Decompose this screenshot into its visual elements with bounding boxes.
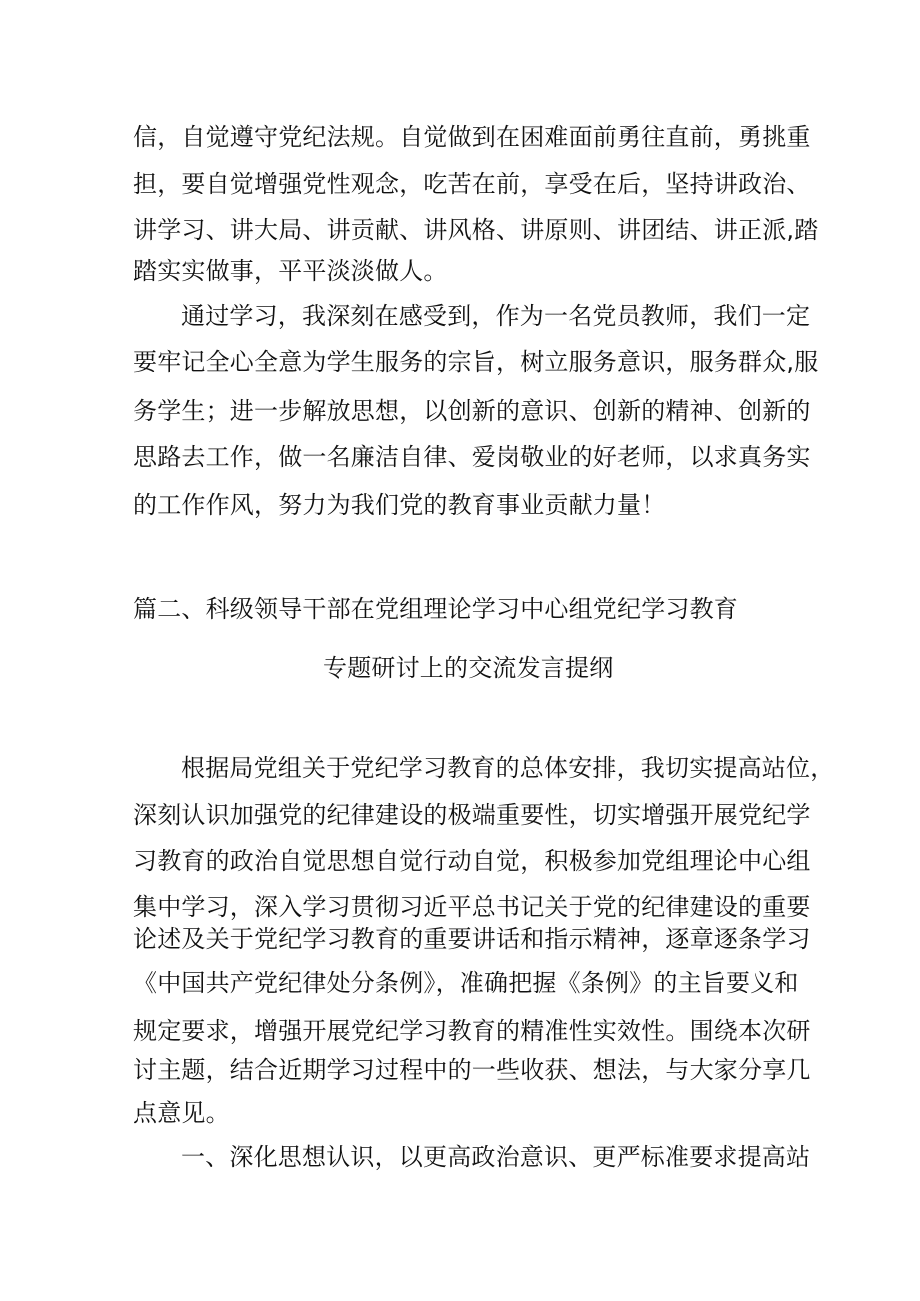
paragraph-line: 集中学习，深入学习贯彻习近平总书记关于党的纪律建设的重要	[133, 893, 811, 921]
section-title-line-2: 专题研讨上的交流发言提纲	[323, 654, 614, 682]
paragraph-line: 信，自觉遵守党纪法规。自觉做到在困难面前勇往直前，勇挑重	[133, 123, 811, 151]
paragraph-line: 《中国共产党纪律处分条例》，准确把握《条例》的主旨要义和	[133, 969, 799, 997]
paragraph-line: 务学生；进一步解放思想，以创新的意识、创新的精神、创新的	[133, 397, 811, 425]
paragraph-line: 踏实实做事，平平淡淡做人。	[133, 257, 448, 285]
paragraph-line: 点意见。	[133, 1099, 230, 1127]
paragraph-line: 要牢记全心全意为学生服务的宗旨，树立服务意识，服务群众,服	[133, 348, 819, 376]
paragraph-line: 讨主题，结合近期学习过程中的一些收获、想法，与大家分享几	[133, 1056, 811, 1084]
paragraph-line: 规定要求，增强开展党纪学习教育的精准性实效性。围绕本次研	[133, 1017, 811, 1045]
paragraph-line: 通过学习，我深刻在感受到，作为一名党员教师，我们一定	[181, 302, 811, 330]
paragraph-line: 一、深化思想认识，以更高政治意识、更严标准要求提高站	[181, 1143, 811, 1171]
paragraph-line: 的工作作风，努力为我们党的教育事业贡献力量！	[133, 491, 666, 519]
section-title-line-1: 篇二、科级领导干部在党组理论学习中心组党纪学习教育	[133, 595, 738, 623]
paragraph-line: 深刻认识加强党的纪律建设的极端重要性，切实增强开展党纪学	[133, 801, 811, 829]
paragraph-line: 根据局党组关于党纪学习教育的总体安排，我切实提高站位，	[181, 754, 835, 782]
paragraph-line: 担，要自觉增强党性观念，吃苦在前，享受在后，坚持讲政治、	[133, 170, 811, 198]
paragraph-line: 思路去工作，做一名廉洁自律、爱岗敬业的好老师，以求真务实	[133, 443, 811, 471]
paragraph-line: 习教育的政治自觉思想自觉行动自觉，积极参加党组理论中心组	[133, 847, 811, 875]
paragraph-line: 讲学习、讲大局、讲贡献、讲风格、讲原则、讲团结、讲正派,踏	[133, 216, 819, 244]
paragraph-line: 论述及关于党纪学习教育的重要讲话和指示精神，逐章逐条学习	[133, 925, 811, 953]
